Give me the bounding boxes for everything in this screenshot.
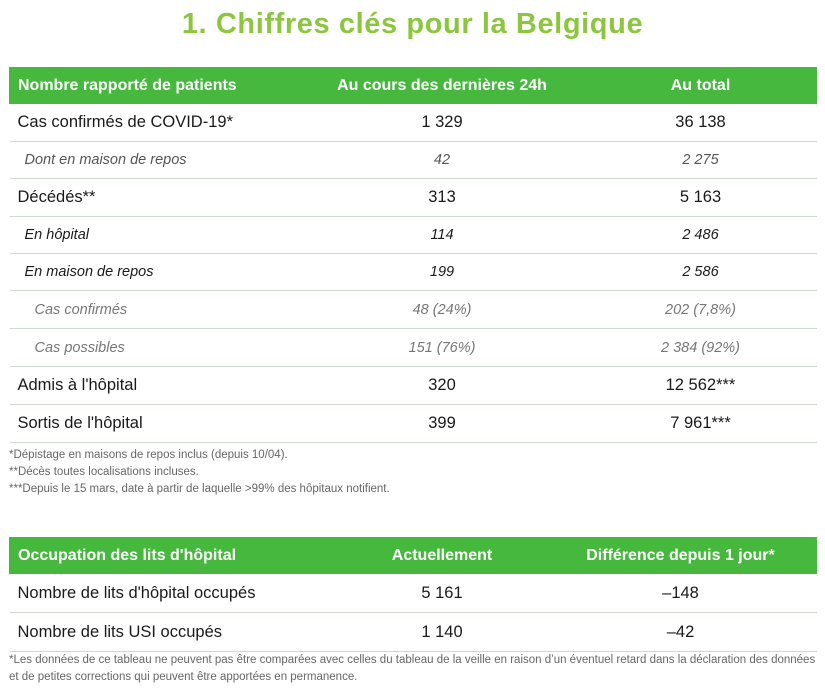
table-row	[10, 104, 817, 142]
row-label: Nombre de lits USI occupés	[10, 613, 340, 652]
row-last-24h: 114	[300, 217, 585, 254]
table-row	[10, 291, 817, 329]
table-row	[10, 217, 817, 254]
row-last-24h: 313	[300, 179, 585, 217]
table-header-row	[10, 538, 817, 574]
table1-footnotes	[9, 447, 390, 498]
header-current: Actuellement	[340, 538, 545, 574]
row-difference: –148	[545, 574, 817, 613]
row-total: 2 275	[585, 142, 817, 179]
row-last-24h: 199	[300, 254, 585, 291]
row-difference: –42	[545, 613, 817, 652]
row-total: 7 961***	[585, 405, 817, 443]
patients-table	[9, 67, 817, 443]
row-total: 202 (7,8%)	[585, 291, 817, 329]
row-total: 2 486	[585, 217, 817, 254]
header-last-24h: Au cours des dernières 24h	[300, 68, 585, 104]
row-label: Cas confirmés	[10, 291, 300, 329]
table-row	[10, 254, 817, 291]
table-header-row	[10, 68, 817, 104]
row-label: Dont en maison de repos	[10, 142, 300, 179]
footnote: *Dépistage en maisons de repos inclus (depuis 10/04).	[9, 449, 288, 461]
row-label: Admis à l'hôpital	[10, 367, 300, 405]
row-total: 2 384 (92%)	[585, 329, 817, 367]
table-row	[10, 367, 817, 405]
row-last-24h: 151 (76%)	[300, 329, 585, 367]
row-last-24h: 399	[300, 405, 585, 443]
row-total: 2 586	[585, 254, 817, 291]
row-total: 36 138	[585, 104, 817, 142]
table-row	[10, 329, 817, 367]
table2-footnote	[9, 652, 819, 686]
table-row	[10, 574, 817, 613]
header-bed-occupation: Occupation des lits d'hôpital	[10, 538, 340, 574]
row-label: Cas possibles	[10, 329, 300, 367]
table-row	[10, 179, 817, 217]
footnote: ***Depuis le 15 mars, date à partir de laquelle >99% des hôpitaux notifient.	[9, 483, 390, 495]
row-label: En maison de repos	[10, 254, 300, 291]
row-total: 5 163	[585, 179, 817, 217]
table-row	[10, 405, 817, 443]
row-label: Décédés**	[10, 179, 300, 217]
table-row	[10, 142, 817, 179]
row-current: 5 161	[340, 574, 545, 613]
header-difference: Différence depuis 1 jour*	[545, 538, 817, 574]
row-label: Sortis de l'hôpital	[10, 405, 300, 443]
row-current: 1 140	[340, 613, 545, 652]
header-patients: Nombre rapporté de patients	[10, 68, 300, 104]
row-last-24h: 42	[300, 142, 585, 179]
row-last-24h: 1 329	[300, 104, 585, 142]
row-label: Cas confirmés de COVID-19*	[10, 104, 300, 142]
row-last-24h: 320	[300, 367, 585, 405]
table-row	[10, 613, 817, 652]
page-title: 1. Chiffres clés pour la Belgique	[181, 8, 644, 40]
footnote: *Les données de ce tableau ne peuvent pas être comparées avec celles du tableau de la veille en raison d’un éventuel retard dans la déclaration des données et de petites corrections qui peuvent être apportées en permanence.	[9, 654, 816, 683]
row-last-24h: 48 (24%)	[300, 291, 585, 329]
row-label: En hôpital	[10, 217, 300, 254]
row-total: 12 562***	[585, 367, 817, 405]
hospital-beds-table	[9, 537, 817, 652]
footnote: **Décès toutes localisations incluses.	[9, 466, 199, 478]
row-label: Nombre de lits d'hôpital occupés	[10, 574, 340, 613]
header-total: Au total	[585, 68, 817, 104]
